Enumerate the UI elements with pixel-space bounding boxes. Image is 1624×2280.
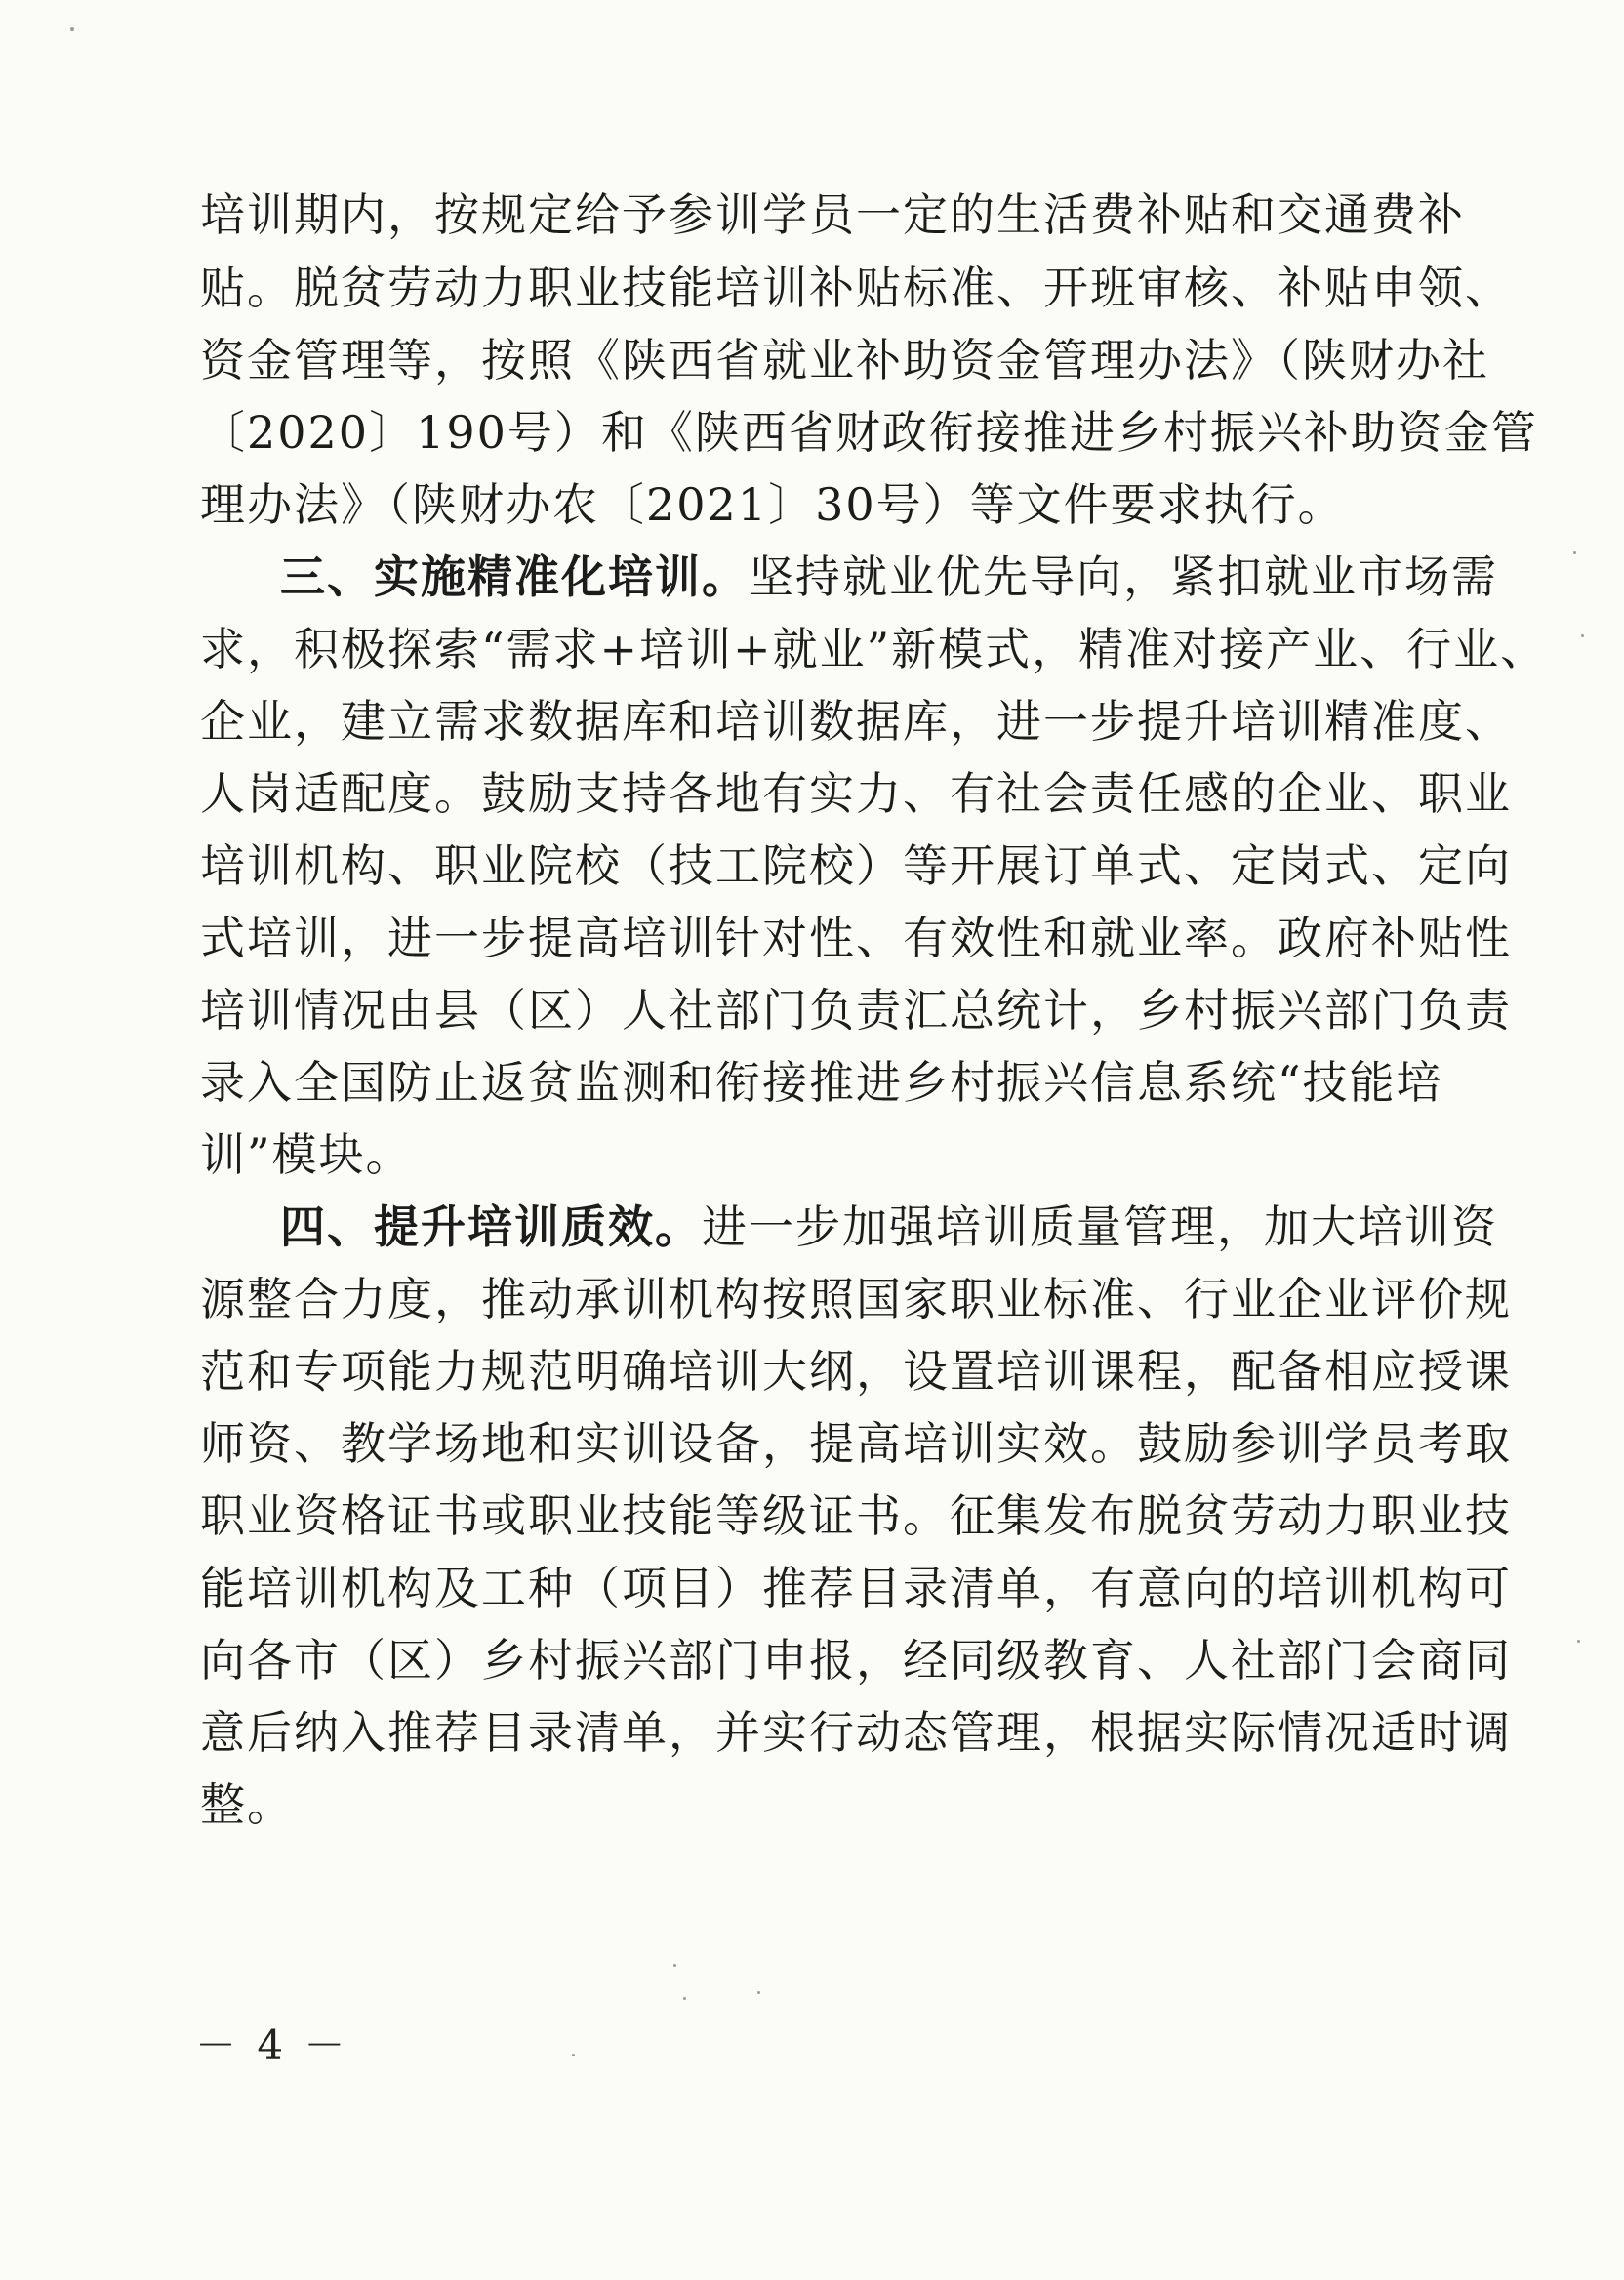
section-heading-title: 实施精准化培训。 [374, 550, 749, 603]
body-line: 师资、教学场地和实训设备，提高培训实效。鼓励参训学员考取 [200, 1417, 1512, 1470]
body-line: 向各市（区）乡村振兴部门申报，经同级教育、人社部门会商同 [200, 1634, 1512, 1687]
body-line: 意后纳入推荐目录清单，并实行动态管理，根据实际情况适时调 [200, 1706, 1512, 1759]
body-line: 贴。脱贫劳动力职业技能培训补贴标准、开班审核、补贴申领、 [200, 262, 1512, 314]
scan-speck [70, 27, 74, 31]
body-line: 人岗适配度。鼓励支持各地有实力、有社会责任感的企业、职业 [200, 767, 1512, 820]
scan-speck [1581, 634, 1584, 637]
section-3-first-line [280, 550, 1498, 603]
body-line: 求，积极探索“需求+培训+就业”新模式，精准对接产业、行业、 [200, 623, 1548, 675]
scan-speck [673, 1964, 676, 1967]
body-line: 培训情况由县（区）人社部门负责汇总统计，乡村振兴部门负责 [200, 984, 1512, 1037]
scan-speck [572, 2054, 575, 2056]
scan-speck [1577, 1640, 1580, 1643]
page-number: － 4 － [195, 2021, 349, 2069]
body-line: 理办法》（陕财办农〔2021〕30号）等文件要求执行。 [200, 478, 1345, 531]
body-line: 企业，建立需求数据库和培训数据库，进一步提升培训精准度、 [200, 695, 1512, 748]
body-line: 录入全国防止返贫监测和衔接推进乡村振兴信息系统“技能培 [200, 1056, 1443, 1109]
section-3-heading-number: 三、 [280, 550, 374, 603]
body-line: 〔2020〕190号）和《陕西省财政衔接推进乡村振兴补助资金管 [200, 406, 1538, 459]
section-heading-title: 提升培训质效。 [374, 1201, 702, 1253]
body-line: 训”模块。 [200, 1128, 413, 1181]
body-line: 范和专项能力规范明确培训大纲，设置培训课程，配备相应授课 [200, 1345, 1512, 1398]
scan-speck [683, 1997, 686, 2000]
scan-speck [757, 1991, 760, 1994]
section-4-first-line [280, 1201, 1498, 1253]
section-heading-body: 坚持就业优先导向，紧扣就业市场需 [749, 550, 1498, 603]
section-heading-body: 进一步加强培训质量管理，加大培训资 [702, 1201, 1498, 1253]
body-line: 能培训机构及工种（项目）推荐目录清单，有意向的培训机构可 [200, 1562, 1512, 1614]
body-line: 职业资格证书或职业技能等级证书。征集发布脱贫劳动力职业技 [200, 1489, 1512, 1542]
body-line: 培训期内，按规定给予参训学员一定的生活费补贴和交通费补 [200, 188, 1465, 241]
body-line: 源整合力度，推动承训机构按照国家职业标准、行业企业评价规 [200, 1273, 1512, 1325]
body-line: 培训机构、职业院校（技工院校）等开展订单式、定岗式、定向 [200, 839, 1512, 892]
body-line: 资金管理等，按照《陕西省就业补助资金管理办法》（陕财办社 [200, 334, 1489, 387]
body-line: 整。 [200, 1778, 294, 1831]
scan-speck [1573, 551, 1576, 554]
body-line: 式培训，进一步提高培训针对性、有效性和就业率。政府补贴性 [200, 912, 1512, 964]
section-3-first-line-text [374, 550, 1498, 603]
section-4-heading-number: 四、 [280, 1201, 374, 1253]
section-4-first-line-text [374, 1201, 1498, 1253]
